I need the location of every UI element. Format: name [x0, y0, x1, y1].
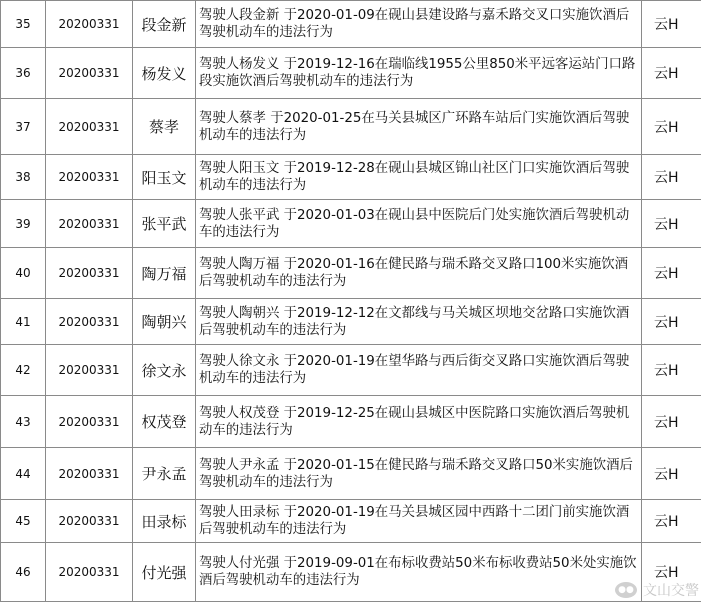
row-number: 44 — [1, 448, 46, 500]
row-plate-prefix: 云H — [642, 48, 701, 99]
row-driver-name: 田录标 — [133, 500, 196, 543]
row-description: 驾驶人陶万福 于2020-01-16在健民路与瑞禾路交叉路口100米实施饮酒后驾驶机动车的违法行为 — [196, 248, 642, 299]
row-description: 驾驶人杨发义 于2019-12-16在瑞临线1955公里850米平远客运站门口路段实施饮酒后驾驶机动车的违法行为 — [196, 48, 642, 99]
row-date: 20200331 — [46, 1, 133, 48]
table-row — [1, 248, 701, 299]
table-row — [1, 1, 701, 48]
row-number: 42 — [1, 345, 46, 396]
table-row — [1, 48, 701, 99]
row-number: 37 — [1, 99, 46, 155]
row-plate-prefix: 云H — [642, 448, 701, 500]
table-row — [1, 396, 701, 448]
row-plate-prefix: 云H — [642, 396, 701, 448]
row-number: 46 — [1, 543, 46, 602]
row-plate-prefix: 云H — [642, 155, 701, 200]
row-driver-name: 陶朝兴 — [133, 299, 196, 345]
row-date: 20200331 — [46, 248, 133, 299]
watermark-label: 文山交警 — [643, 583, 699, 599]
row-date: 20200331 — [46, 448, 133, 500]
table-row — [1, 200, 701, 248]
row-number: 43 — [1, 396, 46, 448]
row-plate-prefix: 云H — [642, 345, 701, 396]
row-number: 41 — [1, 299, 46, 345]
table-row — [1, 345, 701, 396]
row-driver-name: 徐文永 — [133, 345, 196, 396]
row-description: 驾驶人陶朝兴 于2019-12-12在文都线与马关城区坝地交岔路口实施饮酒后驾驶机动车的违法行为 — [196, 299, 642, 345]
row-driver-name: 蔡孝 — [133, 99, 196, 155]
row-plate-prefix: 云H — [642, 500, 701, 543]
row-driver-name: 杨发义 — [133, 48, 196, 99]
row-plate-prefix: 云H — [642, 99, 701, 155]
row-plate-prefix: 云H — [642, 248, 701, 299]
table-row — [1, 500, 701, 543]
row-driver-name: 权茂登 — [133, 396, 196, 448]
row-date: 20200331 — [46, 200, 133, 248]
row-number: 39 — [1, 200, 46, 248]
row-number: 38 — [1, 155, 46, 200]
row-date: 20200331 — [46, 155, 133, 200]
row-date: 20200331 — [46, 500, 133, 543]
row-description: 驾驶人张平武 于2020-01-03在砚山县中医院后门处实施饮酒后驾驶机动车的违法行为 — [196, 200, 642, 248]
row-plate-prefix: 云H — [642, 1, 701, 48]
row-date: 20200331 — [46, 345, 133, 396]
row-date: 20200331 — [46, 99, 133, 155]
row-plate-prefix: 云H — [642, 299, 701, 345]
row-description: 驾驶人权茂登 于2019-12-25在砚山县城区中医院路口实施饮酒后驾驶机动车的违法行为 — [196, 396, 642, 448]
row-description: 驾驶人付光强 于2019-09-01在布标收费站50米布标收费站50米处实施饮酒后驾驶机动车的违法行为 — [196, 543, 642, 602]
row-description: 驾驶人段金新 于2020-01-09在砚山县建设路与嘉禾路交叉口实施饮酒后驾驶机动车的违法行为 — [196, 1, 642, 48]
violations-table-body — [1, 1, 701, 602]
table-row — [1, 299, 701, 345]
row-plate-prefix: 云H — [642, 200, 701, 248]
table-row — [1, 155, 701, 200]
row-number: 40 — [1, 248, 46, 299]
row-driver-name: 陶万福 — [133, 248, 196, 299]
row-date: 20200331 — [46, 396, 133, 448]
row-description: 驾驶人田录标 于2020-01-19在马关县城区园中西路十二团门前实施饮酒后驾驶机动车的违法行为 — [196, 500, 642, 543]
row-description: 驾驶人尹永孟 于2020-01-15在健民路与瑞禾路交叉路口50米实施饮酒后驾驶机动车的违法行为 — [196, 448, 642, 500]
table-row — [1, 99, 701, 155]
row-date: 20200331 — [46, 299, 133, 345]
row-date: 20200331 — [46, 48, 133, 99]
row-driver-name: 尹永孟 — [133, 448, 196, 500]
row-plate-prefix: 云H — [642, 543, 701, 602]
row-date: 20200331 — [46, 543, 133, 602]
row-number: 45 — [1, 500, 46, 543]
row-number: 36 — [1, 48, 46, 99]
row-driver-name: 阳玉文 — [133, 155, 196, 200]
wechat-icon: ●● — [615, 582, 637, 598]
row-description: 驾驶人蔡孝 于2020-01-25在马关县城区广环路车站后门实施饮酒后驾驶机动车的违法行为 — [196, 99, 642, 155]
row-description: 驾驶人徐文永 于2020-01-19在望华路与西后街交叉路口实施饮酒后驾驶机动车的违法行为 — [196, 345, 642, 396]
row-driver-name: 付光强 — [133, 543, 196, 602]
table-row — [1, 543, 701, 602]
row-description: 驾驶人阳玉文 于2019-12-28在砚山县城区锦山社区门口实施饮酒后驾驶机动车的违法行为 — [196, 155, 642, 200]
row-driver-name: 张平武 — [133, 200, 196, 248]
table-row — [1, 448, 701, 500]
row-number: 35 — [1, 1, 46, 48]
row-driver-name: 段金新 — [133, 1, 196, 48]
